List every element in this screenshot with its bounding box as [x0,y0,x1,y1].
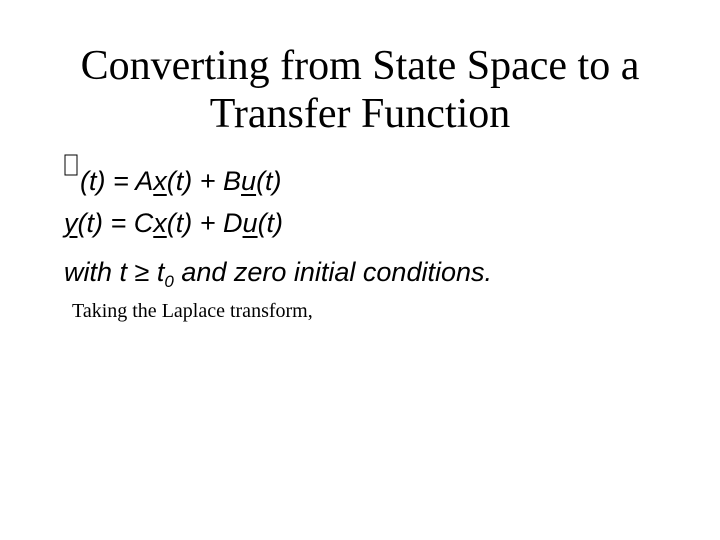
condition-post: and zero initial conditions. [173,257,492,287]
eq2-part2: (t) + D [166,208,243,238]
eq1-mid: (t) + B [166,166,242,196]
condition-line [64,257,492,292]
eq1-x: x [153,166,167,196]
title-line-2: Transfer Function [209,91,511,137]
eq1-lhs: (t) = A [80,166,154,196]
condition-sub: 0 [164,272,174,291]
eq2-end: (t) [257,208,284,238]
body-text: Taking the Laplace transform, [72,300,313,322]
missing-glyph-icon [64,152,78,174]
eq2-x: x [153,208,167,238]
state-equation [64,166,282,197]
eq1-end: (t) [256,166,282,196]
eq1-u: u [241,166,257,196]
eq2-part1: (t) = C [77,208,154,238]
eq2-y: y [64,208,78,238]
eq2-u: u [242,208,258,238]
output-equation [64,208,283,239]
condition-pre: with t ≥ t [64,257,165,287]
slide-title [30,42,690,138]
title-line-1: Converting from State Space to a [80,43,640,89]
